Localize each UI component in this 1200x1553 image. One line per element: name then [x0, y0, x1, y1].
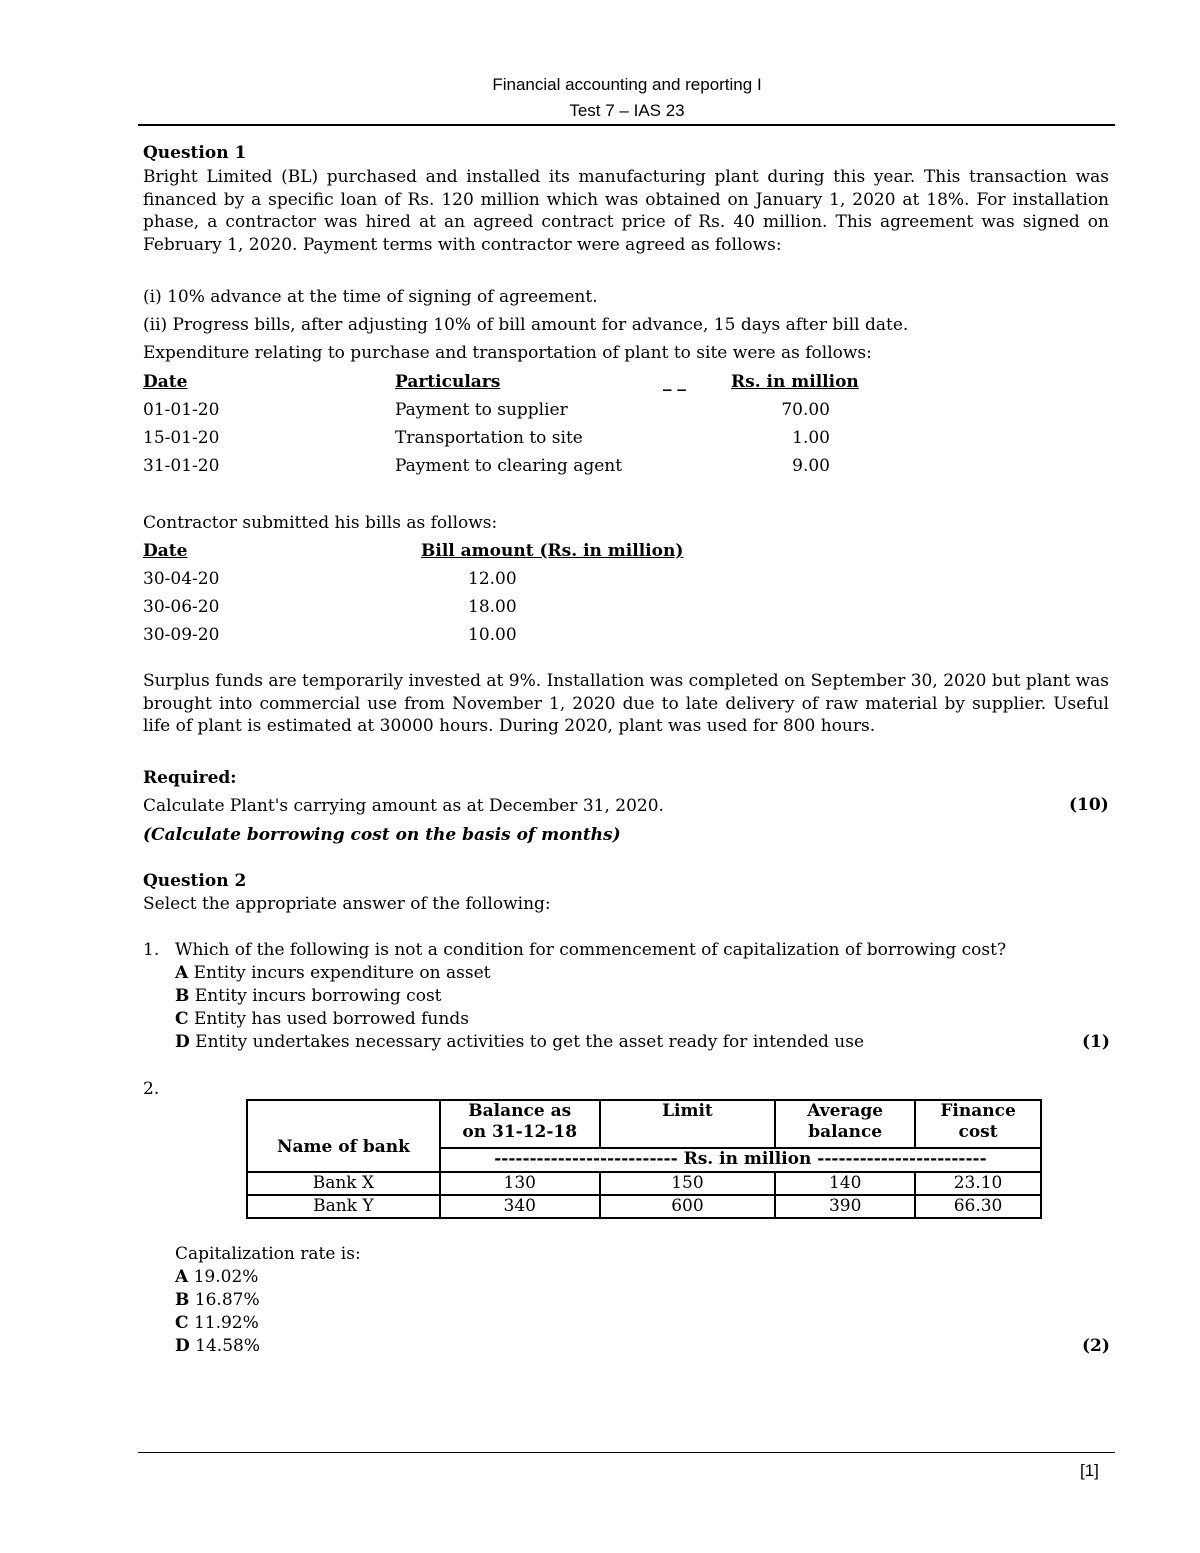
- exp-row-date: 15-01-20: [143, 428, 220, 448]
- bill-row-date: 30-09-20: [143, 625, 220, 645]
- header-finance: [915, 1100, 1041, 1148]
- header-finance-line1: Finance: [940, 1101, 1016, 1121]
- exp-row-amount: 9.00: [792, 456, 830, 476]
- option-text: 11.92%: [193, 1313, 259, 1333]
- average-cell: 390: [775, 1195, 915, 1218]
- expenditure-intro: Expenditure relating to purchase and transportation of plant to site were as follows:: [143, 343, 872, 363]
- header-average: [775, 1100, 915, 1148]
- units-row: -------------------------- Rs. in million ------------------------: [440, 1148, 1041, 1172]
- bill-row-amount: 12.00: [468, 569, 517, 589]
- header-finance-line2: cost: [958, 1122, 998, 1142]
- header-average-line2: balance: [808, 1122, 883, 1142]
- exp-row-date: 31-01-20: [143, 456, 220, 476]
- mcq-2-marks: (2): [1082, 1336, 1110, 1356]
- exp-row-date: 01-01-20: [143, 400, 220, 420]
- header-balance: [440, 1100, 600, 1148]
- mcq-1-option-a: [175, 962, 490, 985]
- option-text: Entity has used borrowed funds: [193, 1009, 469, 1029]
- mcq-2-option-b: [175, 1289, 260, 1312]
- option-letter: D: [175, 1336, 190, 1356]
- option-letter: C: [175, 1313, 189, 1333]
- exp-header-particulars: Particulars: [395, 372, 501, 392]
- footer-rule: [138, 1452, 1115, 1453]
- mcq-2-number: 2.: [143, 1079, 160, 1099]
- option-letter: A: [175, 1267, 189, 1287]
- mcq-2-option-c: [175, 1312, 259, 1335]
- mcq-2-option-d: [175, 1335, 260, 1358]
- question-2-heading: Question 2: [143, 871, 247, 891]
- option-text: 14.58%: [195, 1336, 260, 1356]
- payment-term-2: (ii) Progress bills, after adjusting 10% of bill amount for advance, 15 days after bill date.: [143, 315, 909, 335]
- header-rule: [138, 124, 1115, 126]
- page-number: [1]: [1080, 1461, 1099, 1480]
- bills-intro: Contractor submitted his bills as follows:: [143, 513, 498, 533]
- exp-header-date: Date: [143, 372, 188, 392]
- question-1-paragraph: Bright Limited (BL) purchased and installed its manufacturing plant during this year. This transaction was financed by a specific loan of Rs. 120 million which was obtained on January 1, 2020 at 18%. For installation phase, a contractor was hired at an agreed contract price of Rs. 40 million. This agreement was signed on February 1, 2020. Payment terms with contractor were agreed as follows:: [143, 167, 1109, 255]
- bill-row-amount: 10.00: [468, 625, 517, 645]
- balance-cell: 340: [440, 1195, 600, 1218]
- mcq-2-option-a: [175, 1266, 258, 1289]
- bill-header-amount: Bill amount (Rs. in million): [421, 541, 684, 561]
- mcq-1-option-b: [175, 985, 442, 1008]
- finance-cell: 23.10: [915, 1172, 1041, 1195]
- header-limit: Limit: [600, 1100, 776, 1148]
- option-letter: D: [175, 1032, 190, 1052]
- bill-row-amount: 18.00: [468, 597, 517, 617]
- mcq-1-option-c: [175, 1008, 469, 1031]
- question-1-paragraph-2: Surplus funds are temporarily invested at 9%. Installation was completed on September 30, 2020 but plant was brought into commercial use from November 1, 2020 due to late delivery of raw material by supplier. Useful life of plant is estimated at 30000 hours. During 2020, plant was used for 800 hours.: [143, 671, 1109, 736]
- question-1-heading: Question 1: [143, 143, 247, 163]
- payment-term-1: (i) 10% advance at the time of signing of agreement.: [143, 287, 598, 307]
- option-text: Entity incurs borrowing cost: [194, 986, 442, 1006]
- finance-cell: 66.30: [915, 1195, 1041, 1218]
- bank-name: Bank Y: [247, 1195, 440, 1218]
- exp-row-amount: 70.00: [781, 400, 830, 420]
- option-letter: B: [175, 1290, 190, 1310]
- exp-row-particulars: Payment to supplier: [395, 400, 568, 420]
- bill-row-date: 30-04-20: [143, 569, 220, 589]
- exp-header-dash: _ _: [663, 372, 686, 392]
- option-text: Entity incurs expenditure on asset: [193, 963, 491, 983]
- mcq-1-number: 1.: [143, 940, 160, 960]
- table-row: [247, 1195, 1041, 1218]
- question-2-intro: Select the appropriate answer of the following:: [143, 894, 551, 914]
- mcq-1-marks: (1): [1082, 1032, 1110, 1052]
- exp-header-amount: Rs. in million: [731, 372, 859, 392]
- mcq-1-option-d: [175, 1031, 864, 1054]
- header-balance-line2: on 31-12-18: [462, 1122, 578, 1142]
- option-letter: A: [175, 963, 189, 983]
- bank-table: [246, 1099, 1042, 1219]
- bank-name: Bank X: [247, 1172, 440, 1195]
- header-balance-line1: Balance as: [468, 1101, 572, 1121]
- option-text: Entity undertakes necessary activities to get the asset ready for intended use: [195, 1032, 865, 1052]
- table-row: [247, 1172, 1041, 1195]
- header-name-of-bank: Name of bank: [247, 1100, 440, 1172]
- mcq-2-question: Capitalization rate is:: [175, 1244, 361, 1264]
- exp-row-amount: 1.00: [792, 428, 830, 448]
- question-1-marks: (10): [1069, 795, 1109, 815]
- exp-row-particulars: Transportation to site: [395, 428, 583, 448]
- option-text: 16.87%: [194, 1290, 260, 1310]
- required-label: Required:: [143, 768, 237, 788]
- document-subtitle: Test 7 – IAS 23: [569, 101, 685, 120]
- header-average-line1: Average: [807, 1101, 884, 1121]
- bill-header-date: Date: [143, 541, 188, 561]
- average-cell: 140: [775, 1172, 915, 1195]
- required-text: Calculate Plant's carrying amount as at December 31, 2020.: [143, 796, 664, 816]
- mcq-1-question: Which of the following is not a condition for commencement of capitalization of borrowing cost?: [175, 940, 1007, 960]
- limit-cell: 600: [600, 1195, 776, 1218]
- question-1-note: (Calculate borrowing cost on the basis of months): [143, 825, 621, 845]
- bill-row-date: 30-06-20: [143, 597, 220, 617]
- limit-cell: 150: [600, 1172, 776, 1195]
- option-text: 19.02%: [193, 1267, 259, 1287]
- option-letter: C: [175, 1009, 189, 1029]
- exp-row-particulars: Payment to clearing agent: [395, 456, 623, 476]
- document-title: Financial accounting and reporting I: [492, 75, 762, 94]
- balance-cell: 130: [440, 1172, 600, 1195]
- option-letter: B: [175, 986, 190, 1006]
